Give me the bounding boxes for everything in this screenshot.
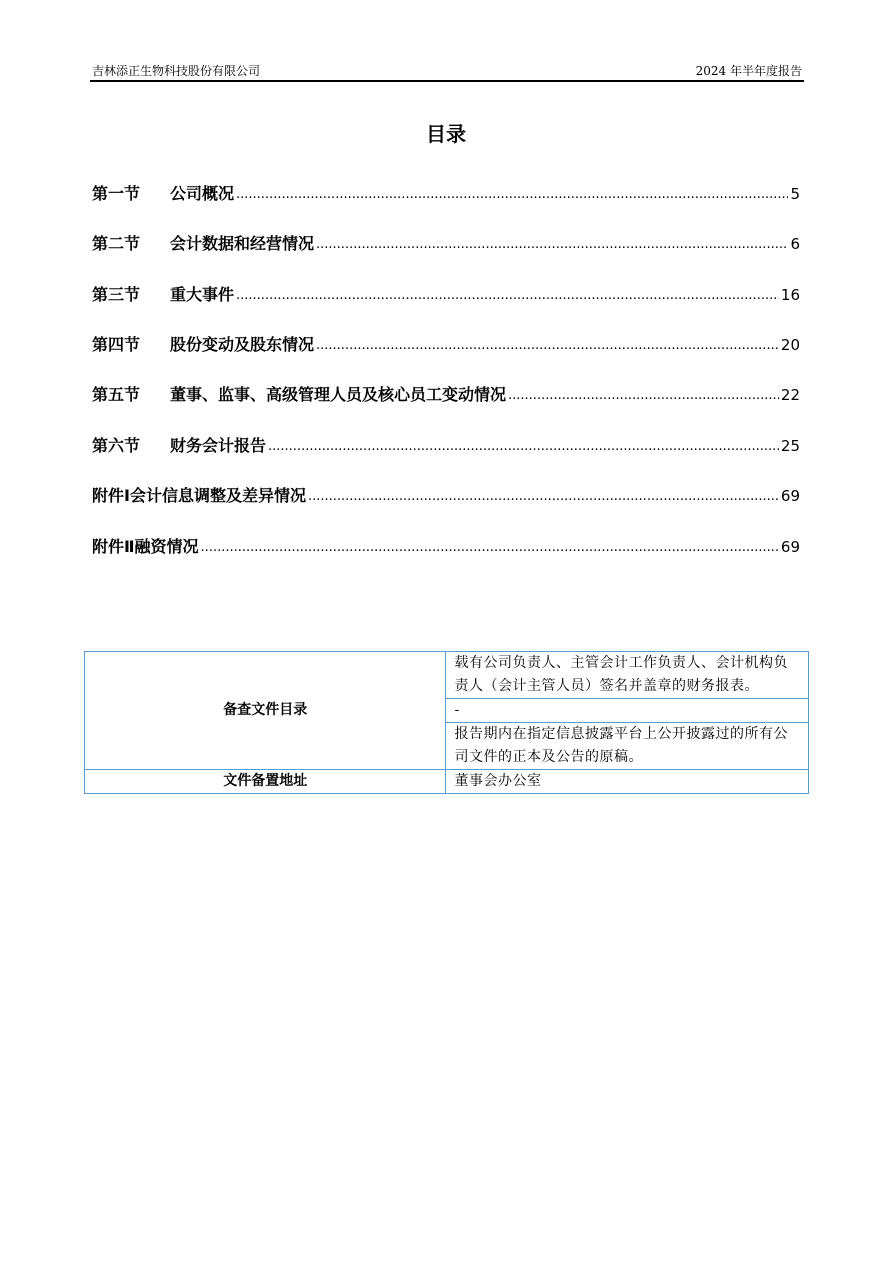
toc-page-number: 69 [780,487,800,505]
toc-leader-dots [508,385,779,407]
toc-section-title: 附件Ⅰ会计信息调整及差异情况 [92,486,306,505]
toc-section-number: 第六节 [92,436,141,455]
toc-page-number: 5 [790,185,800,203]
docs-item: - [446,699,809,723]
toc-leader-dots [316,335,779,357]
docs-directory-label: 备查文件目录 [85,652,446,770]
page-title: 目录 [426,122,466,146]
toc-leader-dots [236,184,788,206]
toc-entry[interactable] [92,180,800,206]
reference-documents-table [84,651,809,794]
toc-section-title: 股份变动及股东情况 [170,335,315,354]
toc-entry[interactable] [92,281,800,307]
header-report-name: 2024 年半年度报告 [695,64,802,78]
docs-item: 报告期内在指定信息披露平台上公开披露过的所有公司文件的正本及公告的原稿。 [446,723,809,770]
toc-section-number: 第二节 [92,234,141,253]
toc-page-number: 16 [780,286,800,304]
toc-entry[interactable] [92,482,800,508]
toc-leader-dots [316,234,788,256]
toc-page-number: 69 [780,538,800,556]
toc-leader-dots [308,486,779,508]
toc-section-title: 重大事件 [170,285,235,304]
docs-item: 载有公司负责人、主管会计工作负责人、会计机构负责人（会计主管人员）签名并盖章的财务报表。 [446,652,809,699]
header-company-name: 吉林添正生物科技股份有限公司 [92,64,261,78]
page-header [90,62,804,82]
table-row [85,770,809,794]
toc-section-title: 财务会计报告 [170,436,267,455]
toc-entry[interactable] [92,331,800,357]
table-row [85,652,809,699]
toc-section-title: 会计数据和经营情况 [170,234,315,253]
toc-section-number: 第一节 [92,184,141,203]
toc-entry[interactable] [92,381,800,407]
toc-section-title: 董事、监事、高级管理人员及核心员工变动情况 [170,385,507,404]
toc-leader-dots [236,285,779,307]
toc-entry[interactable] [92,432,800,458]
toc-page-number: 20 [780,336,800,354]
docs-location-value: 董事会办公室 [446,770,809,794]
toc-section-number: 第五节 [92,385,141,404]
toc-page-number: 6 [790,235,800,253]
toc-page-number: 22 [780,386,800,404]
toc-entry[interactable] [92,230,800,256]
toc-section-number: 第四节 [92,335,141,354]
toc-leader-dots [268,436,779,458]
toc-leader-dots [201,537,779,559]
toc-section-number: 第三节 [92,285,141,304]
toc-section-title: 公司概况 [170,184,235,203]
toc-entry[interactable] [92,533,800,559]
docs-location-label: 文件备置地址 [85,770,446,794]
toc-page-number: 25 [780,437,800,455]
toc-section-title: 附件Ⅱ融资情况 [92,537,199,556]
